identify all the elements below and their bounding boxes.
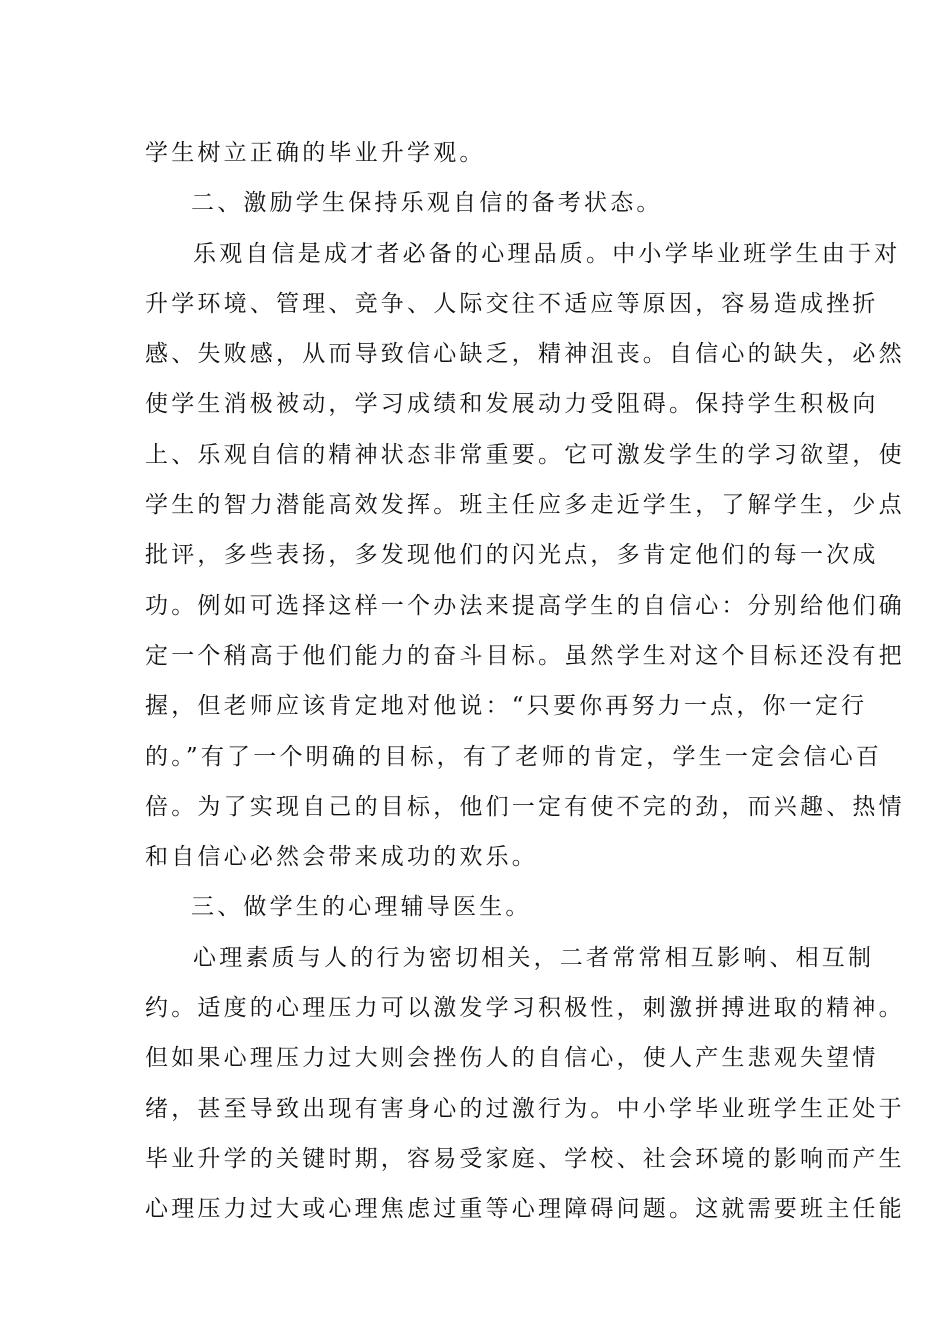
text-line: 毕业升学的关键时期，容易受家庭、学校、社会环境的影响而产生 — [145, 1145, 905, 1172]
section-heading-2: 二、激励学生保持乐观自信的备考状态。 — [191, 190, 663, 217]
text-line: 但如果心理压力过大则会挫伤人的自信心，使人产生悲观失望情 — [145, 1045, 879, 1072]
text-line: 上、乐观自信的精神状态非常重要。它可激发学生的学习欲望，使 — [145, 441, 905, 468]
text-line: 约。适度的心理压力可以激发学习积极性，刺激拼搏进取的精神。 — [145, 995, 905, 1022]
text-line: 使学生消极被动，学习成绩和发展动力受阻碍。保持学生积极向 — [145, 391, 879, 418]
paragraph-start: 乐观自信是成才者必备的心理品质。中小学毕业班学生由于对 — [193, 240, 901, 267]
text-line: 和自信心必然会带来成功的欢乐。 — [145, 844, 538, 871]
text-line: 感、失败感，从而导致信心缺乏，精神沮丧。自信心的缺失，必然 — [145, 341, 905, 368]
text-line: 功。例如可选择这样一个办法来提高学生的自信心：分别给他们确 — [145, 592, 905, 619]
text-line: 绪，甚至导致出现有害身心的过激行为。中小学毕业班学生正处于 — [145, 1095, 905, 1122]
text-line: 学生树立正确的毕业升学观。 — [145, 140, 486, 166]
text-line: 握，但老师应该肯定地对他说：“只要你再努力一点，你一定行 — [145, 693, 868, 720]
text-line: 升学环境、管理、竞争、人际交往不适应等原因，容易造成挫折 — [145, 290, 879, 317]
text-line: 倍。为了实现自己的目标，他们一定有使不完的劲，而兴趣、热情 — [145, 793, 905, 820]
section-heading-3: 三、做学生的心理辅导医生。 — [191, 894, 532, 921]
document-body — [145, 128, 905, 1235]
text-line: 学生的智力潜能高效发挥。班主任应多走近学生，了解学生，少点 — [145, 492, 905, 519]
text-line: 的。”有了一个明确的目标，有了老师的肯定，学生一定会信心百 — [145, 743, 883, 770]
text-line: 定一个稍高于他们能力的奋斗目标。虽然学生对这个目标还没有把 — [145, 642, 905, 669]
text-line: 批评，多些表扬，多发现他们的闪光点，多肯定他们的每一次成 — [145, 542, 879, 569]
text-line: 心理压力过大或心理焦虑过重等心理障碍问题。这就需要班主任能 — [145, 1196, 905, 1223]
paragraph-start: 心理素质与人的行为密切相关，二者常常相互影响、相互制 — [193, 944, 875, 971]
